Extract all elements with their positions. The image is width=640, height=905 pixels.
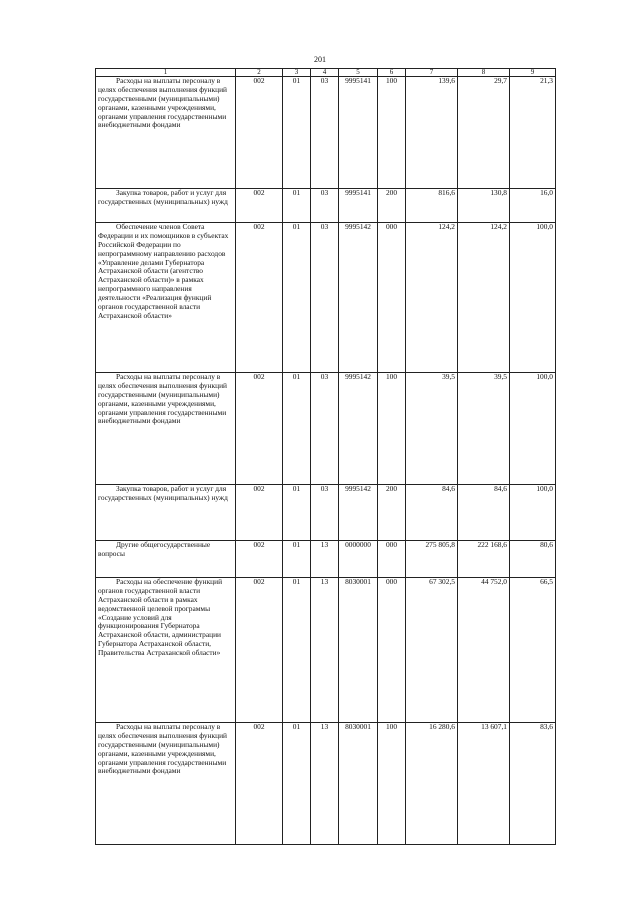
row-description-text: Расходы на выплаты персоналу в целях обеспечения выполнения функций государственными (муниципальными) органами, казенными учреждениями, органами управления государственными внебюджетными фондами [98, 76, 227, 130]
page-number: 201 [314, 55, 326, 64]
row-description [96, 485, 236, 541]
target-article-code: 9995142 [339, 373, 378, 485]
planned-amount: 139,6 [406, 77, 458, 189]
row-description-text: Расходы на выплаты персоналу в целях обеспечения выполнения функций государственными (муниципальными) органами, казенными учреждениями, органами управления государственными внебюджетными фондами [98, 722, 227, 776]
target-article-code: 9995142 [339, 485, 378, 541]
target-article-code: 8030001 [339, 578, 378, 723]
table-row [96, 189, 556, 223]
row-description [96, 77, 236, 189]
table-row [96, 541, 556, 578]
planned-amount: 16 280,6 [406, 723, 458, 845]
execution-percent: 83,6 [510, 723, 556, 845]
row-description [96, 723, 236, 845]
executed-amount: 13 607,1 [458, 723, 510, 845]
subsection-code: 03 [311, 485, 339, 541]
expense-type-code: 100 [378, 723, 406, 845]
section-code: 01 [283, 189, 311, 223]
row-description-text: Расходы на выплаты персоналу в целях обеспечения выполнения функций государственными (муниципальными) органами, казенными учреждениями, органами управления государственными внебюджетными фондами [98, 372, 227, 426]
execution-percent: 100,0 [510, 485, 556, 541]
expense-type-code: 200 [378, 189, 406, 223]
section-code: 01 [283, 578, 311, 723]
section-code: 01 [283, 723, 311, 845]
expense-type-code: 200 [378, 485, 406, 541]
target-article-code: 8030001 [339, 723, 378, 845]
admin-code: 002 [236, 578, 283, 723]
execution-percent: 100,0 [510, 223, 556, 373]
planned-amount: 84,6 [406, 485, 458, 541]
table-row [96, 223, 556, 373]
row-description-text: Обеспечение членов Совета Федерации и их помощников в субъектах Российской Федерации по непрограммному направлению расходов «Управление делами Губернатора Астраханской области (агентство Астраханской области)» в рамках непрограммного направления деятельности «Реализация функций органов государственной власти Астраханской области» [98, 222, 229, 320]
executed-amount: 44 752,0 [458, 578, 510, 723]
column-header: 9 [510, 69, 556, 77]
executed-amount: 130,8 [458, 189, 510, 223]
planned-amount: 67 302,5 [406, 578, 458, 723]
execution-percent: 80,6 [510, 541, 556, 578]
execution-percent: 66,5 [510, 578, 556, 723]
admin-code: 002 [236, 723, 283, 845]
table-row [96, 723, 556, 845]
section-code: 01 [283, 485, 311, 541]
expense-type-code: 100 [378, 373, 406, 485]
planned-amount: 275 805,8 [406, 541, 458, 578]
column-header: 5 [339, 69, 378, 77]
row-description [96, 541, 236, 578]
table-row [96, 578, 556, 723]
column-header: 3 [283, 69, 311, 77]
section-code: 01 [283, 77, 311, 189]
table-row [96, 373, 556, 485]
planned-amount: 39,5 [406, 373, 458, 485]
admin-code: 002 [236, 485, 283, 541]
subsection-code: 03 [311, 77, 339, 189]
admin-code: 002 [236, 77, 283, 189]
column-header: 7 [406, 69, 458, 77]
subsection-code: 03 [311, 373, 339, 485]
target-article-code: 9995141 [339, 189, 378, 223]
expense-type-code: 000 [378, 578, 406, 723]
planned-amount: 816,6 [406, 189, 458, 223]
target-article-code: 9995142 [339, 223, 378, 373]
target-article-code: 0000000 [339, 541, 378, 578]
executed-amount: 39,5 [458, 373, 510, 485]
row-description-text: Расходы на обеспечение функций органов государственной власти Астраханской области в рамках ведомственной целевой программы «Создание условий для функционирования Губернатора Астраханской области, администрации Губернатора Астраханской области, Правительства Астраханской области» [98, 577, 223, 657]
executed-amount: 29,7 [458, 77, 510, 189]
expense-type-code: 000 [378, 541, 406, 578]
executed-amount: 222 168,6 [458, 541, 510, 578]
row-description-text: Закупка товаров, работ и услуг для государственных (муниципальных) нужд [98, 484, 228, 502]
row-description-text: Закупка товаров, работ и услуг для государственных (муниципальных) нужд [98, 188, 228, 206]
admin-code: 002 [236, 223, 283, 373]
budget-table [95, 68, 556, 845]
subsection-code: 13 [311, 578, 339, 723]
row-description [96, 223, 236, 373]
table-row [96, 485, 556, 541]
row-description [96, 373, 236, 485]
admin-code: 002 [236, 373, 283, 485]
column-header: 8 [458, 69, 510, 77]
target-article-code: 9995141 [339, 77, 378, 189]
row-description [96, 189, 236, 223]
column-header: 6 [378, 69, 406, 77]
execution-percent: 21,3 [510, 77, 556, 189]
row-description [96, 578, 236, 723]
column-header: 2 [236, 69, 283, 77]
executed-amount: 84,6 [458, 485, 510, 541]
column-header: 4 [311, 69, 339, 77]
subsection-code: 13 [311, 723, 339, 845]
table-row [96, 77, 556, 189]
section-code: 01 [283, 373, 311, 485]
section-code: 01 [283, 223, 311, 373]
admin-code: 002 [236, 541, 283, 578]
expense-type-code: 000 [378, 223, 406, 373]
section-code: 01 [283, 541, 311, 578]
expense-type-code: 100 [378, 77, 406, 189]
row-description-text: Другие общегосударственные вопросы [98, 540, 211, 558]
execution-percent: 16,0 [510, 189, 556, 223]
subsection-code: 03 [311, 189, 339, 223]
planned-amount: 124,2 [406, 223, 458, 373]
subsection-code: 13 [311, 541, 339, 578]
admin-code: 002 [236, 189, 283, 223]
column-header: 1 [96, 69, 236, 77]
subsection-code: 03 [311, 223, 339, 373]
execution-percent: 100,0 [510, 373, 556, 485]
executed-amount: 124,2 [458, 223, 510, 373]
